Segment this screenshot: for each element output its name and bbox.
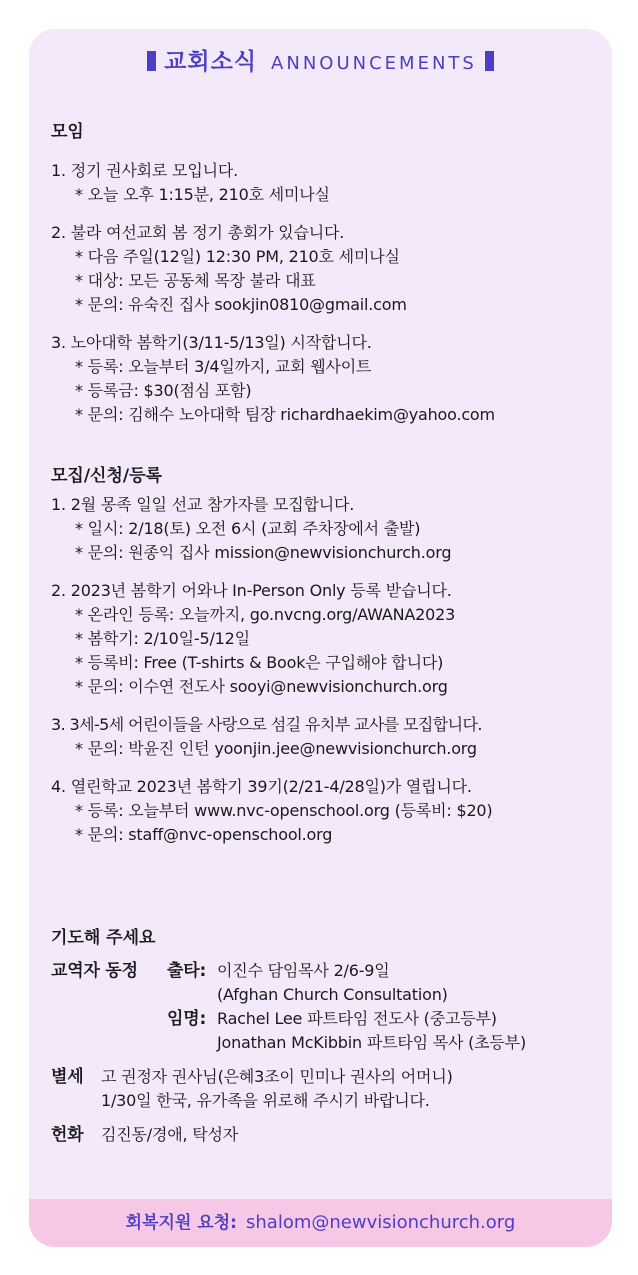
passing-label: 별세 bbox=[51, 1067, 84, 1087]
offering-text: 김진동/경애, 탁성자 bbox=[101, 1125, 239, 1144]
item-sub: * 문의: 유숙진 집사 sookjin0810@gmail.com bbox=[75, 295, 407, 314]
header-title-ko: 교회소식 bbox=[164, 49, 258, 75]
item-main: 2. 불라 여선교회 봄 정기 총회가 있습니다. bbox=[51, 223, 345, 242]
recruit-item-4 bbox=[51, 775, 611, 847]
item-sub: * 대상: 모든 공동체 목장 불라 대표 bbox=[75, 271, 316, 290]
passing-line: 1/30일 한국, 유가족을 위로해 주시기 바랍니다. bbox=[101, 1091, 430, 1110]
travel-line: (Afghan Church Consultation) bbox=[217, 985, 448, 1004]
item-sub: * 오늘 오후 1:15분, 210호 세미나실 bbox=[75, 185, 330, 204]
recruit-item-3 bbox=[51, 713, 611, 761]
travel-label: 출타: bbox=[167, 961, 207, 981]
prayer-offering bbox=[51, 1123, 611, 1147]
item-sub: * 일시: 2/18(토) 오전 6시 (교회 주차장에서 출발) bbox=[75, 519, 421, 538]
item-sub: * 등록: 오늘부터 www.nvc-openschool.org (등록비: $20) bbox=[75, 801, 493, 820]
item-sub: * 다음 주일(12일) 12:30 PM, 210호 세미나실 bbox=[75, 247, 400, 266]
section-title-recruit: 모집/신청/등록 bbox=[51, 466, 162, 486]
prayer-passing bbox=[51, 1065, 611, 1113]
staff-label: 교역자 동정 bbox=[51, 961, 138, 981]
moim-item-3 bbox=[51, 331, 611, 427]
offering-label: 헌화 bbox=[51, 1125, 84, 1145]
header-bar-left bbox=[147, 51, 156, 71]
appoint-line: Rachel Lee 파트타임 전도사 (중고등부) bbox=[217, 1009, 497, 1028]
item-main: 2. 2023년 봄학기 어와나 In-Person Only 등록 받습니다. bbox=[51, 581, 452, 600]
announcements-card bbox=[29, 29, 612, 1247]
footer-label: 회복지원 요청: bbox=[125, 1213, 237, 1233]
item-sub: * 등록비: Free (T-shirts & Book은 구입해야 합니다) bbox=[75, 653, 444, 672]
item-sub: * 문의: 김해수 노아대학 팀장 richardhaekim@yahoo.com bbox=[75, 405, 495, 424]
section-title-prayer: 기도해 주세요 bbox=[51, 928, 156, 948]
item-main: 3. 3세-5세 어린이들을 사랑으로 섬길 유치부 교사를 모집합니다. bbox=[51, 715, 482, 734]
item-main: 1. 정기 권사회로 모입니다. bbox=[51, 161, 238, 180]
footer-email[interactable]: shalom@newvisionchurch.org bbox=[246, 1212, 516, 1233]
item-sub: * 문의: staff@nvc-openschool.org bbox=[75, 825, 333, 844]
passing-line: 고 권정자 권사님(은혜3조이 민미나 권사의 어머니) bbox=[101, 1067, 453, 1086]
recovery-support-footer bbox=[29, 1199, 612, 1247]
moim-item-2 bbox=[51, 221, 611, 317]
item-main: 3. 노아대학 봄학기(3/11-5/13일) 시작합니다. bbox=[51, 333, 372, 352]
item-sub: * 봄학기: 2/10일-5/12일 bbox=[75, 629, 250, 648]
item-sub: * 온라인 등록: 오늘까지, go.nvcng.org/AWANA2023 bbox=[75, 605, 456, 624]
section-title-moim: 모임 bbox=[51, 122, 84, 142]
item-sub: * 등록금: $30(점심 포함) bbox=[75, 381, 252, 400]
prayer-staff bbox=[51, 959, 611, 1055]
header-title-en: ANNOUNCEMENTS bbox=[271, 53, 477, 74]
announcements-content bbox=[51, 119, 611, 1147]
appoint-line: Jonathan McKibbin 파트타임 목사 (초등부) bbox=[217, 1033, 526, 1052]
recruit-item-1 bbox=[51, 493, 611, 565]
item-sub: * 문의: 박윤진 인턴 yoonjin.jee@newvisionchurch.org bbox=[75, 739, 477, 758]
item-main: 4. 열린학교 2023년 봄학기 39기(2/21-4/28일)가 열립니다. bbox=[51, 777, 472, 796]
item-sub: * 등록: 오늘부터 3/4일까지, 교회 웹사이트 bbox=[75, 357, 372, 376]
header-bar-right bbox=[485, 51, 494, 71]
moim-item-1 bbox=[51, 159, 611, 207]
announcements-header bbox=[29, 43, 612, 76]
appoint-label: 임명: bbox=[167, 1009, 207, 1029]
item-sub: * 문의: 원종익 집사 mission@newvisionchurch.org bbox=[75, 543, 452, 562]
item-main: 1. 2월 몽족 일일 선교 참가자를 모집합니다. bbox=[51, 495, 355, 514]
travel-line: 이진수 담임목사 2/6-9일 bbox=[217, 961, 390, 980]
recruit-item-2 bbox=[51, 579, 611, 699]
item-sub: * 문의: 이수연 전도사 sooyi@newvisionchurch.org bbox=[75, 677, 448, 696]
